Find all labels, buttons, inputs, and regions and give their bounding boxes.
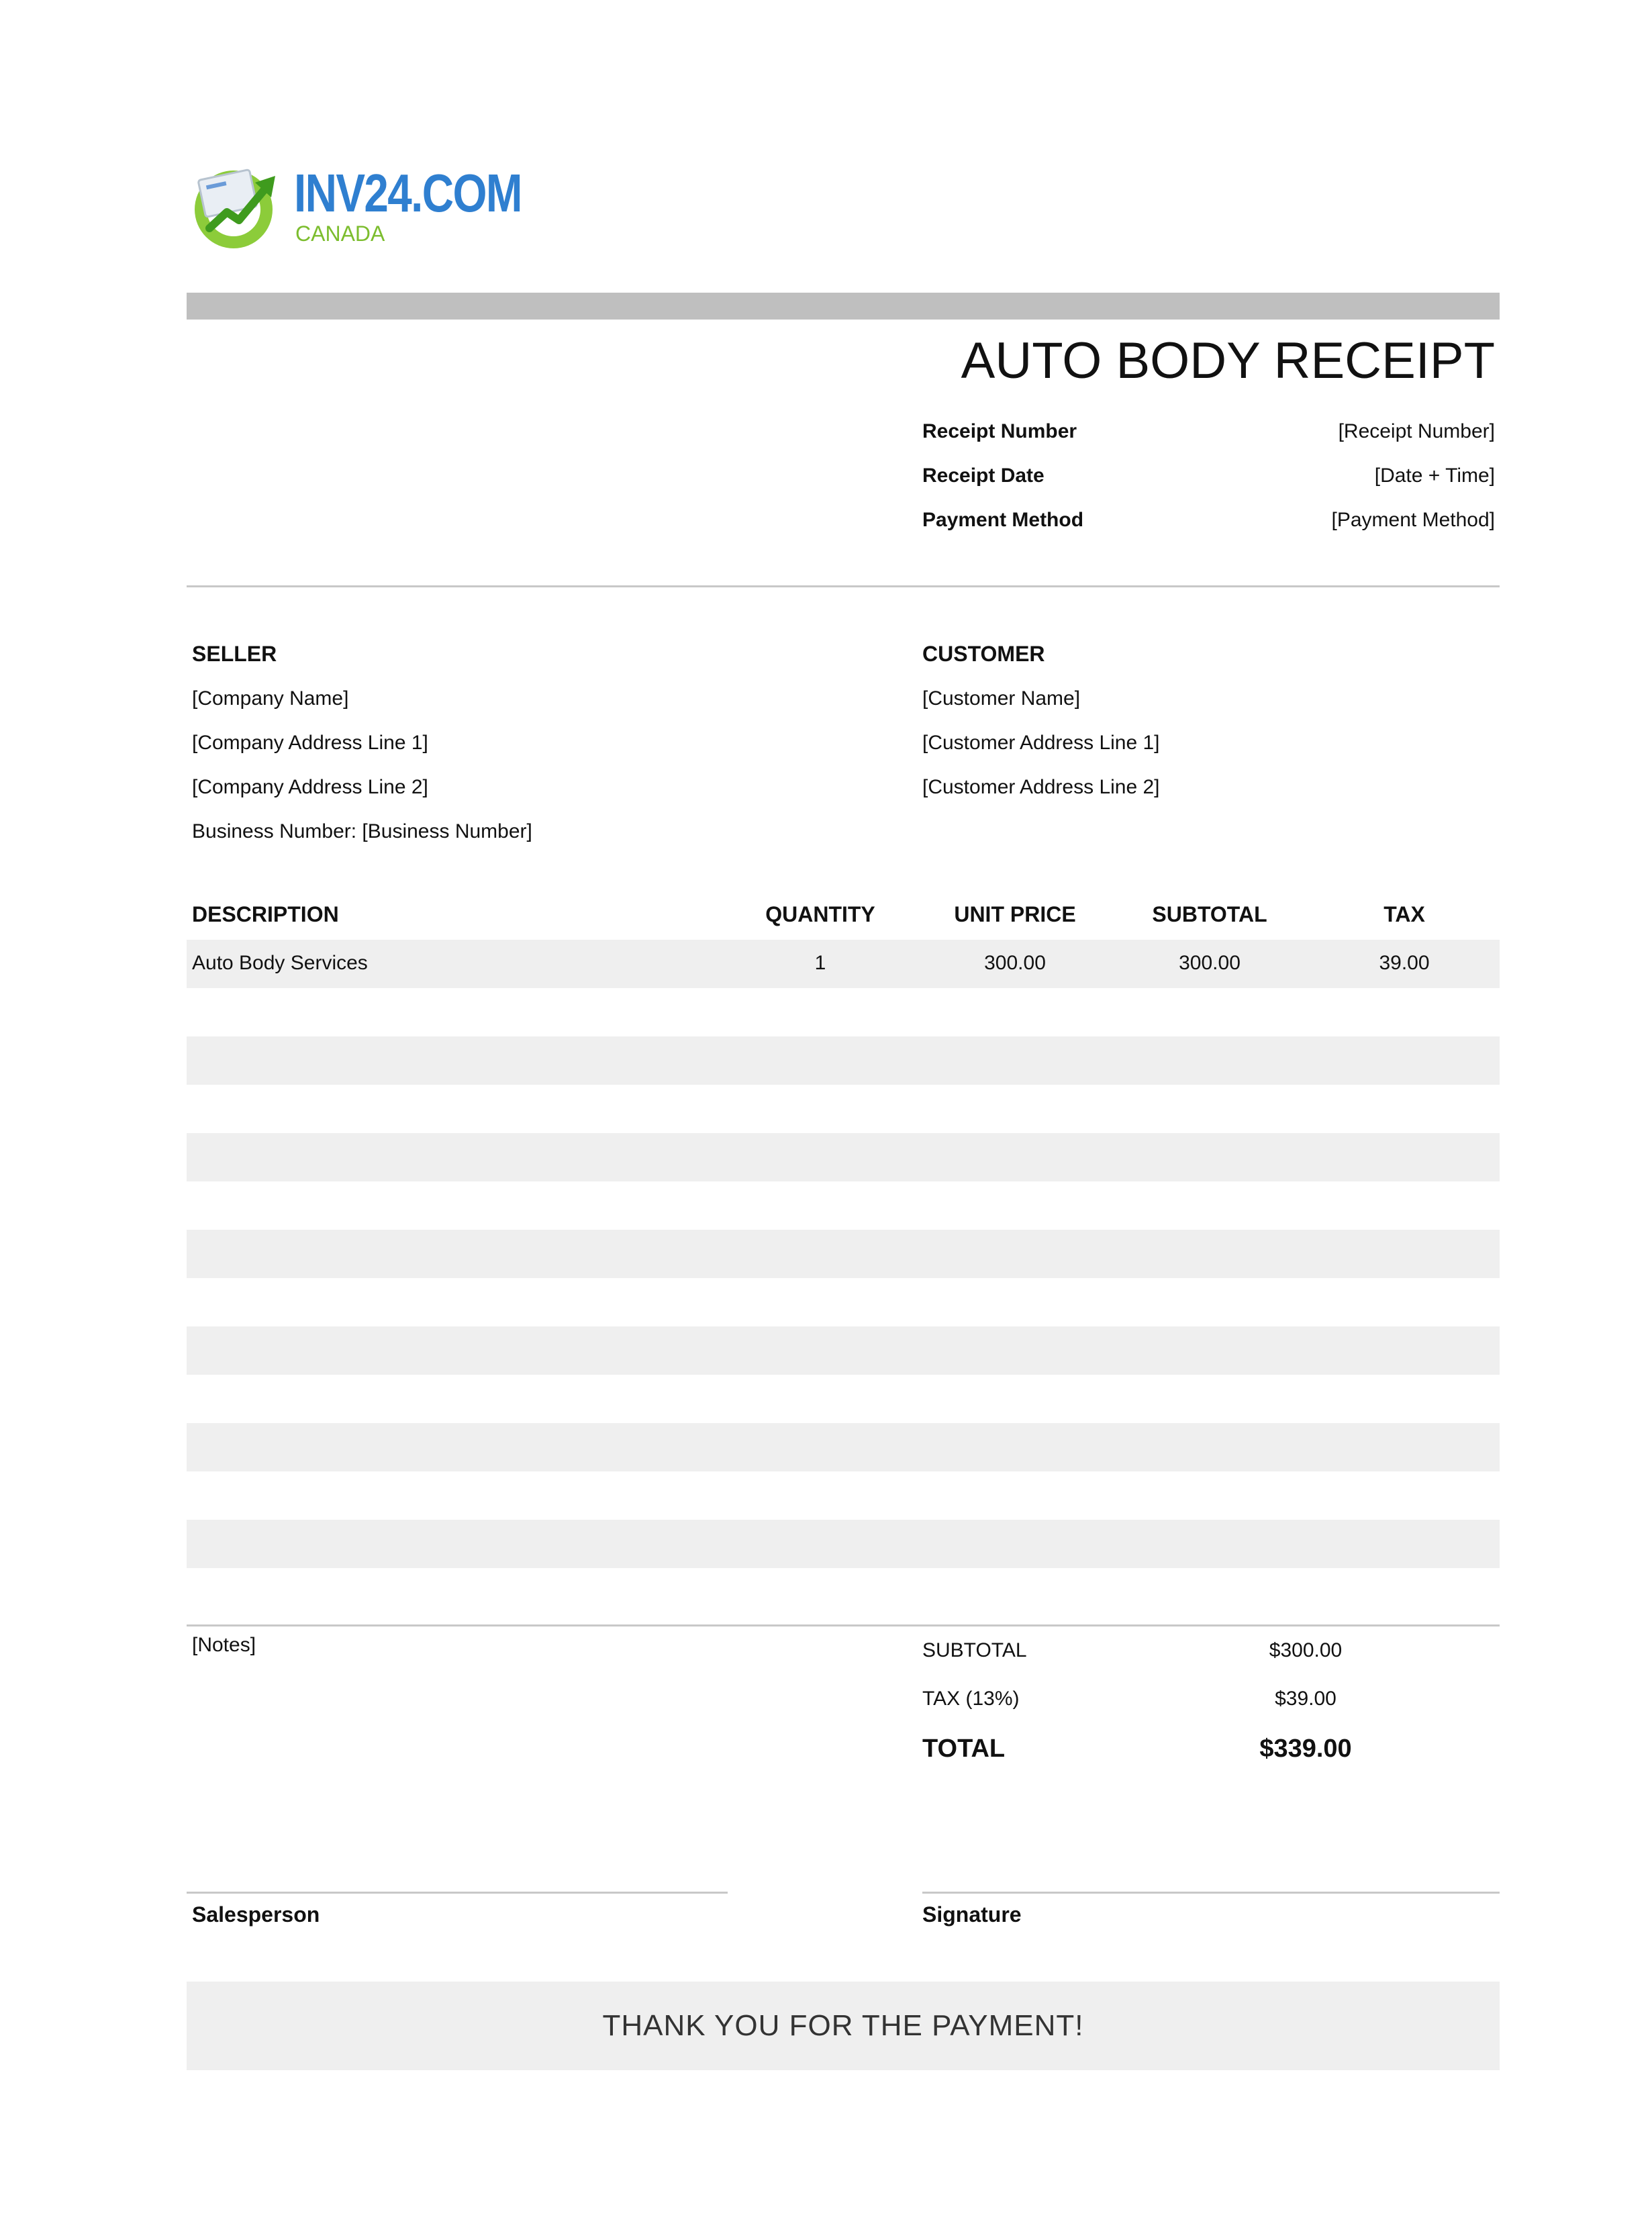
seller-heading: SELLER [192,642,277,666]
customer-address-line-2: [Customer Address Line 2] [922,776,1160,798]
table-row [187,1471,1500,1520]
total-label: TOTAL [922,1735,1006,1763]
column-header-tax: TAX [1383,902,1425,926]
table-row [187,1568,1500,1616]
table-row [187,1375,1500,1423]
table-row [187,1181,1500,1230]
tax-label: TAX (13%) [922,1688,1020,1710]
salesperson-label: Salesperson [192,1902,320,1927]
table-row [187,1036,1500,1085]
receipt-date-value: [Date + Time] [1374,465,1495,487]
table-row [187,1133,1500,1181]
subtotal-value: $300.00 [1269,1639,1343,1661]
table-row [187,1278,1500,1326]
table-row [187,1326,1500,1375]
seller-company-name: [Company Name] [192,687,349,710]
row-quantity: 1 [814,952,826,974]
payment-method-label: Payment Method [922,509,1084,531]
seller-business-number: Business Number: [Business Number] [192,820,532,842]
seller-address-line-2: [Company Address Line 2] [192,776,428,798]
growth-arrow-logo-icon [189,158,283,252]
receipt-number-label: Receipt Number [922,420,1077,442]
total-value: $339.00 [1259,1735,1352,1763]
row-description: Auto Body Services [192,952,368,974]
column-header-quantity: QUANTITY [765,902,875,926]
tax-value: $39.00 [1275,1688,1337,1710]
notes-text: [Notes] [192,1634,256,1656]
table-row [187,1085,1500,1133]
salesperson-signature-line [187,1892,728,1894]
customer-address-line-1: [Customer Address Line 1] [922,732,1160,754]
signature-label: Signature [922,1902,1022,1927]
thank-you-banner [187,1982,1500,2070]
table-row [187,988,1500,1036]
document-title: AUTO BODY RECEIPT [961,332,1495,389]
column-header-unit-price: UNIT PRICE [954,902,1076,926]
logo-brand-text: INV24.COM [294,163,522,223]
table-row [187,1230,1500,1278]
logo-country-text: CANADA [295,222,385,246]
header-bar [187,293,1500,320]
header-divider [187,585,1500,587]
payment-method-value: [Payment Method] [1331,509,1495,531]
row-unit-price: 300.00 [984,952,1046,974]
table-row [187,940,1500,988]
customer-heading: CUSTOMER [922,642,1045,666]
table-row [187,1520,1500,1568]
table-bottom-divider [187,1624,1500,1626]
column-header-description: DESCRIPTION [192,902,339,926]
row-tax: 39.00 [1379,952,1430,974]
subtotal-label: SUBTOTAL [922,1639,1027,1661]
thank-you-text: THANK YOU FOR THE PAYMENT! [602,2009,1084,2042]
row-subtotal: 300.00 [1179,952,1241,974]
column-header-subtotal: SUBTOTAL [1152,902,1267,926]
customer-signature-line [922,1892,1500,1894]
receipt-number-value: [Receipt Number] [1338,420,1495,442]
receipt-date-label: Receipt Date [922,465,1044,487]
table-row [187,1423,1500,1471]
company-logo [189,158,522,252]
seller-address-line-1: [Company Address Line 1] [192,732,428,754]
customer-name: [Customer Name] [922,687,1081,710]
